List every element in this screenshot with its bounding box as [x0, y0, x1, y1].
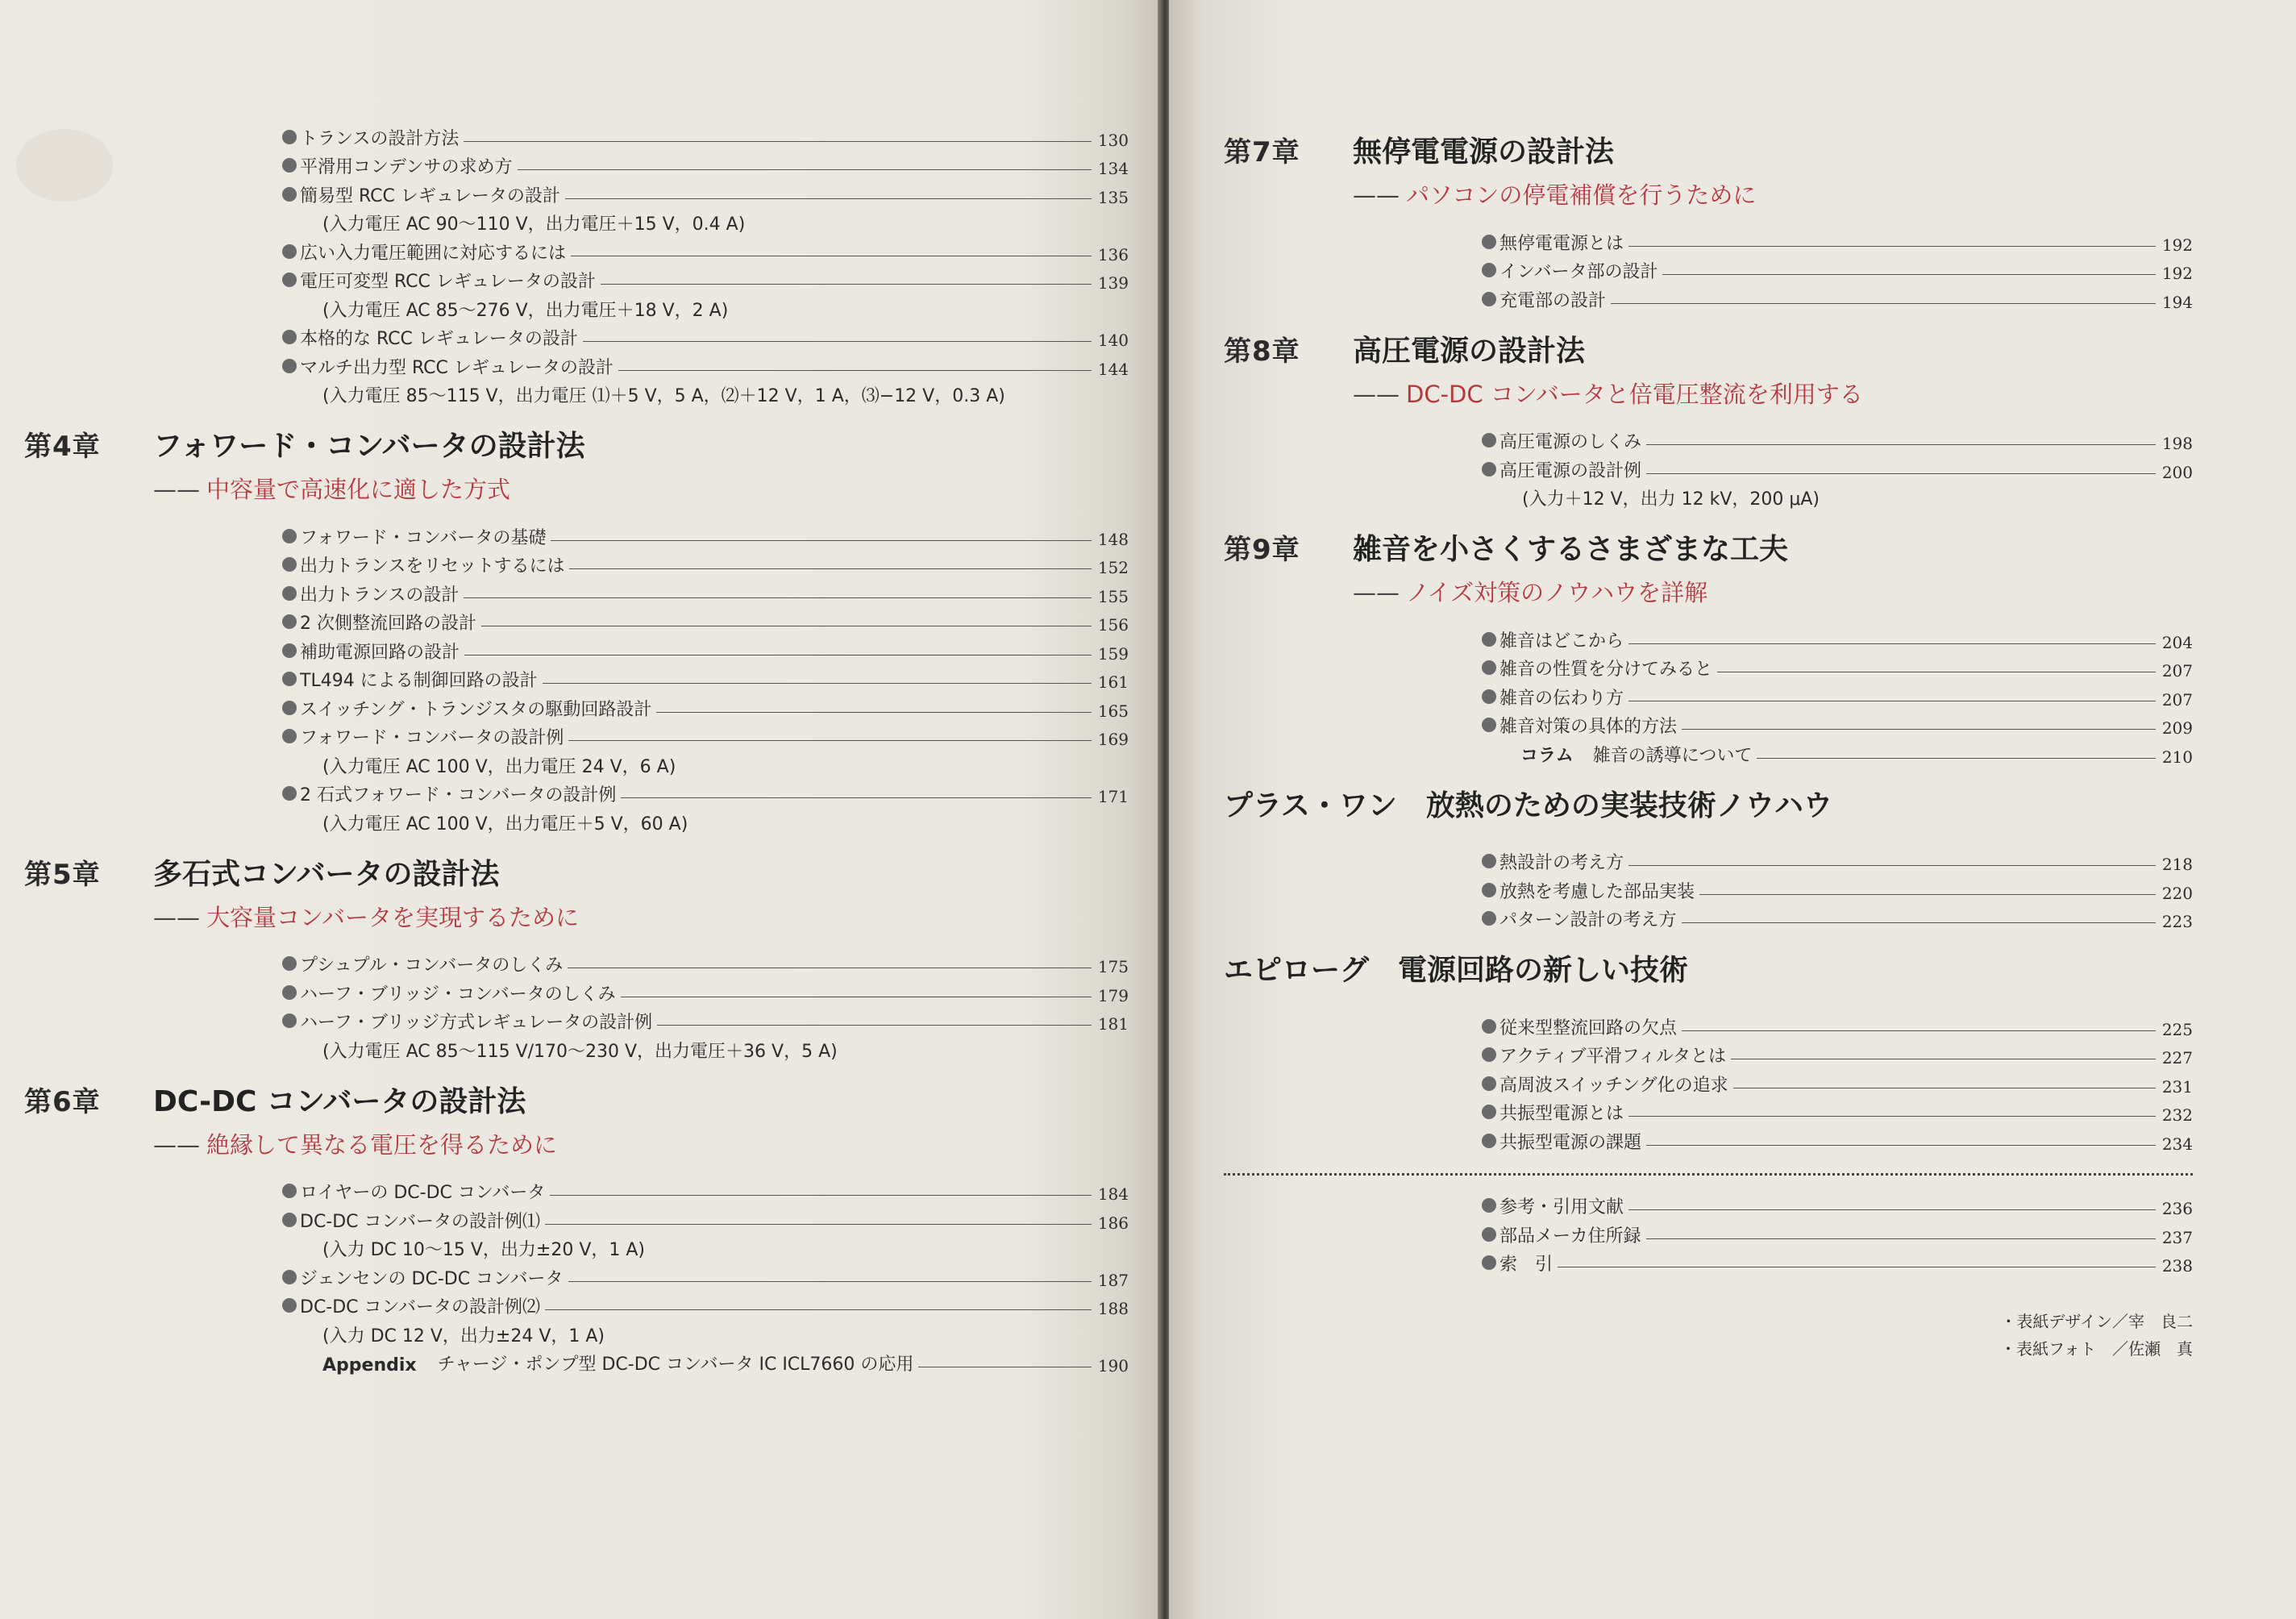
leader-line — [657, 1025, 1092, 1026]
entry-label: アクティブ平滑フィルタとは — [1499, 1047, 1726, 1067]
toc-entry[interactable] — [1482, 283, 2193, 312]
bullet-icon — [282, 672, 297, 686]
chapter-title: 無停電電源の設計法 — [1353, 135, 1615, 169]
bullet-icon — [1482, 1019, 1496, 1034]
column-entry[interactable] — [1482, 738, 2193, 767]
leader-line — [569, 568, 1092, 569]
entry-page: 165 — [1097, 701, 1129, 721]
chapter-section — [1224, 783, 2193, 932]
toc-entry[interactable] — [282, 520, 1129, 549]
bullet-icon — [282, 1270, 297, 1284]
subtitle-dash: —— — [1353, 380, 1400, 408]
chapter-subtitle — [1353, 177, 2193, 218]
leader-line — [518, 169, 1092, 170]
entry-label: ロイヤーの DC-DC コンバータ — [300, 1183, 546, 1203]
bullet-icon — [282, 187, 297, 202]
toc-entry[interactable] — [1482, 226, 2193, 255]
subtitle-dash: —— — [1353, 579, 1400, 606]
spec-line: (入力電圧 AC 100 V，出力電圧＋5 V，60 A) — [322, 814, 688, 834]
chapter-title: 高圧電源の設計法 — [1353, 334, 1586, 368]
appendix-entry[interactable] — [322, 1347, 1129, 1376]
column-tag: コラム — [1520, 745, 1574, 766]
spec-line: (入力＋12 V，出力 12 kV，200 μA) — [1522, 489, 1820, 510]
leader-line — [545, 1224, 1092, 1225]
leader-line — [1646, 1238, 2156, 1239]
bullet-icon — [1482, 689, 1496, 704]
bullet-icon — [282, 130, 297, 144]
leader-line — [621, 797, 1092, 798]
entry-label: 補助電源回路の設計 — [300, 642, 460, 663]
cover-credits — [1353, 1308, 2193, 1363]
entry-page: 237 — [2161, 1227, 2193, 1247]
chapter-title: フォワード・コンバータの設計法 — [153, 430, 585, 463]
entry-label: 本格的な RCC レギュレータの設計 — [300, 329, 578, 349]
entry-page: 186 — [1097, 1213, 1129, 1233]
leader-line — [583, 341, 1092, 342]
bullet-icon — [282, 956, 297, 971]
spec-line: (入力電圧 AC 85～276 V，出力電圧＋18 V，2 A) — [322, 300, 729, 321]
left-chapters — [24, 423, 1129, 1347]
leader-line — [1628, 1209, 2156, 1210]
chapter-title: DC-DC コンバータの設計法 — [153, 1084, 526, 1118]
toc-entry[interactable] — [282, 235, 1129, 264]
leader-line — [1646, 444, 2156, 445]
entry-label: 高周波スイッチング化の追求 — [1499, 1075, 1728, 1096]
leader-line — [1628, 643, 2156, 644]
bullet-icon — [282, 729, 297, 743]
entry-page: 194 — [2161, 292, 2193, 312]
toc-entry[interactable] — [282, 178, 1129, 207]
toc-entry[interactable] — [1482, 1218, 2193, 1247]
toc-entry[interactable] — [1482, 1125, 2193, 1154]
entry-label: 電圧可変型 RCC レギュレータの設計 — [300, 272, 596, 292]
entry-label: 熱設計の考え方 — [1499, 853, 1624, 873]
bullet-icon — [282, 643, 297, 658]
toc-entry[interactable] — [282, 692, 1129, 721]
entry-label: 雑音の伝わり方 — [1499, 688, 1624, 709]
spec-line: (入力電圧 85～115 V，出力電圧 ⑴＋5 V，5 A，⑵＋12 V，1 A，⑶−12 V，0.3 A) — [322, 386, 1005, 406]
subtitle-text: 絶縁して異なる電圧を得るために — [206, 1130, 558, 1159]
appendix-tag: Appendix — [322, 1355, 417, 1376]
right-toc — [1224, 113, 2193, 1363]
entry-page: 232 — [2161, 1105, 2193, 1125]
right-page — [1169, 0, 2296, 1619]
entry-label: 出力トランスをリセットするには — [300, 556, 565, 576]
subtitle-text: ノイズ対策のノウハウを詳解 — [1406, 579, 1708, 606]
entry-page: 204 — [2161, 632, 2193, 652]
toc-entry[interactable] — [282, 1005, 1129, 1034]
chapter-number: 第6章 — [24, 1085, 101, 1118]
subtitle-text: 中容量で高速化に適した方式 — [206, 476, 511, 503]
toc-entry[interactable] — [282, 1290, 1129, 1319]
appendix-page: 190 — [1097, 1356, 1129, 1376]
entry-label: 雑音対策の具体的方法 — [1499, 717, 1678, 737]
toc-entry[interactable] — [282, 1261, 1129, 1290]
toc-entry[interactable] — [282, 150, 1129, 179]
left-toc — [24, 121, 1129, 1376]
chapter-heading[interactable] — [1224, 129, 2193, 177]
entry-label: DC-DC コンバータの設計例⑵ — [300, 1297, 540, 1317]
chapter-subtitle — [153, 1127, 1129, 1167]
toc-entry[interactable] — [1482, 1068, 2193, 1097]
entry-label: トランスの設計方法 — [300, 128, 460, 149]
leader-line — [568, 740, 1092, 741]
entry-page: 188 — [1097, 1299, 1129, 1318]
toc-entry[interactable] — [1482, 623, 2193, 652]
back-matter-entries — [1353, 1190, 2193, 1276]
toc-entry[interactable] — [282, 549, 1129, 578]
toc-entry[interactable] — [1482, 903, 2193, 932]
entry-page: 184 — [1097, 1184, 1129, 1204]
leader-line — [1699, 894, 2156, 895]
chapter-section — [24, 851, 1129, 1063]
entry-page: 238 — [2161, 1256, 2193, 1276]
entry-label: 広い入力電圧範囲に対応するには — [300, 243, 567, 264]
bullet-icon — [1482, 292, 1496, 306]
chapter-subtitle — [153, 900, 1129, 940]
column-label: 雑音の誘導について — [1592, 745, 1753, 766]
leader-line — [1611, 303, 2156, 304]
entry-page: 192 — [2161, 264, 2193, 283]
toc-entry[interactable] — [282, 1204, 1129, 1233]
leader-line — [1628, 1116, 2156, 1117]
bullet-icon — [1482, 1047, 1496, 1062]
chapter-heading[interactable] — [1224, 947, 2193, 996]
leader-line — [545, 1309, 1092, 1310]
entry-page: 231 — [2161, 1076, 2193, 1097]
chapter-title: プラス・ワン 放熱のための実装技術ノウハウ — [1224, 789, 1832, 822]
leader-line — [464, 141, 1092, 142]
toc-entry[interactable] — [282, 322, 1129, 351]
credit-photo: ・表紙フォト ／佐瀬 真 — [2000, 1339, 2193, 1359]
left-top-entries — [153, 121, 1129, 407]
entry-page: 220 — [2161, 883, 2193, 903]
bullet-icon — [282, 586, 297, 601]
leader-line — [601, 284, 1092, 285]
toc-entry[interactable] — [1482, 1097, 2193, 1126]
entry-page: 155 — [1097, 586, 1129, 606]
toc-entry[interactable] — [282, 976, 1129, 1005]
leader-line — [1757, 758, 2156, 759]
bullet-icon — [282, 557, 297, 572]
chapter-section — [1224, 526, 2193, 767]
bullet-icon — [282, 1213, 297, 1227]
entry-label: 2 次側整流回路の設計 — [300, 614, 476, 634]
toc-entry[interactable] — [1482, 453, 2193, 482]
toc-entry[interactable] — [282, 121, 1129, 150]
entry-label: 雑音はどこから — [1499, 631, 1624, 651]
entry-page: 200 — [2161, 462, 2193, 482]
entry-label: 高圧電源のしくみ — [1499, 432, 1642, 452]
subtitle-dash: —— — [153, 476, 200, 503]
leader-line — [1682, 922, 2156, 923]
entry-page: 135 — [1097, 187, 1129, 207]
entry-page: 169 — [1097, 730, 1129, 749]
entry-page: 139 — [1097, 273, 1129, 293]
subtitle-text: パソコンの停電補償を行うために — [1406, 181, 1757, 209]
entry-label: 共振型電源の課題 — [1499, 1132, 1642, 1153]
entry-page: 223 — [2161, 912, 2193, 931]
toc-entry[interactable] — [282, 778, 1129, 807]
toc-entry[interactable] — [1482, 846, 2193, 875]
toc-entry[interactable] — [282, 948, 1129, 977]
spec-line: (入力 DC 10～15 V，出力±20 V，1 A) — [322, 1240, 645, 1260]
bullet-icon — [282, 985, 297, 1000]
chapter-section — [1224, 947, 2193, 1154]
entry-page: 187 — [1097, 1270, 1129, 1290]
entry-label: プシュプル・コンバータのしくみ — [300, 955, 564, 976]
toc-entry[interactable] — [282, 350, 1129, 379]
toc-entry[interactable] — [282, 1176, 1129, 1205]
entry-page: 236 — [2161, 1199, 2193, 1218]
entry-page: 171 — [1097, 787, 1129, 806]
chapter-number: 第4章 — [24, 431, 101, 463]
chapter-heading[interactable] — [1224, 526, 2193, 575]
bullet-icon — [1482, 235, 1496, 249]
toc-entry[interactable] — [282, 664, 1129, 693]
entry-label: 2 石式フォワード・コンバータの設計例 — [300, 785, 617, 805]
spec-line: (入力 DC 12 V，出力±24 V，1 A) — [322, 1326, 605, 1346]
toc-entry[interactable] — [1482, 1039, 2193, 1068]
leader-line — [1628, 246, 2156, 247]
bullet-icon — [282, 1298, 297, 1313]
entry-label: インバータ部の設計 — [1499, 262, 1658, 282]
entry-page: 148 — [1097, 529, 1129, 549]
chapter-heading[interactable] — [24, 851, 1129, 900]
right-chapters — [1224, 129, 2193, 1154]
spec-line: (入力電圧 AC 85～115 V/170～230 V，出力電圧＋36 V，5 A) — [322, 1041, 838, 1062]
toc-entry[interactable] — [282, 577, 1129, 606]
entry-page: 234 — [2161, 1134, 2193, 1154]
chapter-number: 第9章 — [1224, 534, 1300, 566]
chapter-heading[interactable] — [1224, 783, 2193, 831]
entry-label: ハーフ・ブリッジ方式レギュレータの設計例 — [300, 1013, 653, 1033]
bullet-icon — [282, 244, 297, 259]
toc-entry[interactable] — [1482, 874, 2193, 903]
bullet-icon — [282, 158, 297, 173]
entry-page: 181 — [1097, 1014, 1129, 1034]
bullet-icon — [1482, 263, 1496, 277]
entry-page: 159 — [1097, 643, 1129, 664]
entry-page: 179 — [1097, 985, 1129, 1005]
leader-line — [618, 370, 1092, 371]
entry-label: 共振型電源とは — [1499, 1104, 1624, 1124]
entry-page: 140 — [1097, 331, 1129, 350]
chapter-title: エピローグ 電源回路の新しい技術 — [1224, 954, 1689, 987]
entry-page: 156 — [1097, 615, 1129, 635]
bullet-icon — [282, 330, 297, 344]
chapter-section — [1224, 328, 2193, 511]
leader-line — [565, 198, 1092, 199]
chapter-subtitle — [1353, 575, 2193, 615]
credit-design: ・表紙デザイン／宰 良二 — [2000, 1312, 2193, 1331]
chapter-heading[interactable] — [24, 1079, 1129, 1127]
dotted-divider — [1224, 1173, 2193, 1176]
leader-line — [1662, 274, 2156, 275]
chapter-number: 第5章 — [24, 858, 101, 891]
chapter-subtitle — [153, 472, 1129, 512]
entry-page: 198 — [2161, 434, 2193, 453]
entry-label: ハーフ・ブリッジ・コンバータのしくみ — [300, 984, 616, 1005]
entry-page: 152 — [1097, 558, 1129, 577]
leader-line — [551, 540, 1092, 541]
subtitle-dash: —— — [153, 1130, 200, 1159]
entry-label: 簡易型 RCC レギュレータの設計 — [300, 185, 560, 206]
toc-entry[interactable] — [1482, 1010, 2193, 1039]
entry-page: 192 — [2161, 235, 2193, 255]
entry-label: パターン設計の考え方 — [1499, 910, 1677, 930]
chapter-number: 第7章 — [1224, 136, 1300, 169]
leader-line — [464, 597, 1092, 598]
leader-line — [550, 1195, 1092, 1196]
toc-entry[interactable] — [282, 606, 1129, 635]
entry-label: スイッチング・トランジスタの駆動回路設計 — [300, 699, 652, 720]
entry-label: 参考・引用文献 — [1499, 1197, 1624, 1217]
entry-page: 175 — [1097, 957, 1129, 976]
chapter-number: 第8章 — [1224, 335, 1300, 368]
bullet-icon — [1482, 1198, 1496, 1213]
leader-line — [1682, 729, 2156, 730]
leader-line — [1682, 1030, 2156, 1031]
entry-page: 218 — [2161, 855, 2193, 874]
subtitle-dash: —— — [1353, 181, 1400, 209]
bullet-icon — [282, 701, 297, 715]
bullet-icon — [1482, 632, 1496, 647]
subtitle-text: DC-DC コンバータと倍電圧整流を利用する — [1406, 380, 1863, 408]
leader-line — [543, 683, 1092, 684]
bullet-icon — [282, 273, 297, 287]
bullet-icon — [282, 1184, 297, 1198]
bullet-icon — [282, 786, 297, 801]
entry-label: フォワード・コンバータの基礎 — [300, 527, 547, 548]
toc-entry[interactable] — [1482, 652, 2193, 681]
leader-line — [464, 655, 1092, 656]
bullet-icon — [1482, 1227, 1496, 1242]
bullet-icon — [1482, 718, 1496, 732]
entry-label: ジェンセンの DC-DC コンバータ — [300, 1268, 564, 1289]
entry-label: 従来型整流回路の欠点 — [1499, 1018, 1678, 1038]
entry-page: 207 — [2161, 689, 2193, 710]
toc-entry[interactable] — [1482, 680, 2193, 710]
entry-label: TL494 による制御回路の設計 — [300, 671, 538, 691]
entry-label: フォワード・コンバータの設計例 — [300, 728, 564, 748]
spec-line: (入力電圧 AC 90～110 V，出力電圧＋15 V，0.4 A) — [322, 214, 746, 235]
toc-entry[interactable] — [282, 264, 1129, 293]
spec-line: (入力電圧 AC 100 V，出力電圧 24 V，6 A) — [322, 756, 676, 777]
entry-label: 放熱を考慮した部品実装 — [1499, 881, 1695, 902]
entry-label: 索 引 — [1499, 1255, 1554, 1275]
entry-label: 無停電電源とは — [1499, 233, 1624, 254]
entry-page: 136 — [1097, 244, 1129, 264]
chapter-section — [24, 1079, 1129, 1347]
bullet-icon — [1482, 883, 1496, 897]
appendix-label: チャージ・ポンプ型 DC-DC コンバータ IC ICL7660 の応用 — [437, 1355, 914, 1375]
bullet-icon — [1482, 911, 1496, 926]
toc-entry[interactable] — [1482, 1190, 2193, 1219]
bullet-icon — [282, 359, 297, 373]
chapter-subtitle — [1353, 377, 2193, 417]
bullet-icon — [1482, 660, 1496, 675]
entry-label: 高圧電源の設計例 — [1499, 460, 1642, 481]
subtitle-dash: —— — [153, 903, 200, 931]
entry-page: 227 — [2161, 1048, 2193, 1068]
entry-page: 134 — [1097, 159, 1129, 178]
entry-label: 部品メーカ住所録 — [1499, 1226, 1641, 1247]
entry-page: 161 — [1097, 672, 1129, 692]
page-stain — [16, 129, 113, 202]
entry-page: 209 — [2161, 718, 2193, 738]
chapter-section — [1224, 129, 2193, 312]
toc-entry[interactable] — [282, 635, 1129, 664]
entry-label: マルチ出力型 RCC レギュレータの設計 — [300, 357, 614, 378]
chapter-section — [24, 423, 1129, 835]
entry-page: 144 — [1097, 359, 1129, 379]
entry-page: 130 — [1097, 130, 1129, 150]
entry-page: 225 — [2161, 1019, 2193, 1039]
column-page: 210 — [2161, 747, 2193, 767]
entry-label: 出力トランスの設計 — [300, 585, 460, 606]
bullet-icon — [1482, 854, 1496, 868]
leader-line — [1646, 473, 2156, 474]
toc-entry[interactable] — [1482, 425, 2193, 454]
bullet-icon — [1482, 1105, 1496, 1119]
subtitle-text: 大容量コンバータを実現するために — [206, 903, 579, 931]
leader-line — [1646, 1145, 2156, 1146]
bullet-icon — [282, 529, 297, 543]
entry-label: DC-DC コンバータの設計例⑴ — [300, 1211, 540, 1232]
leader-line — [568, 1281, 1092, 1282]
entry-label: 充電部の設計 — [1499, 290, 1607, 311]
chapter-heading[interactable] — [24, 423, 1129, 472]
entry-label: 平滑用コンデンサの求め方 — [300, 157, 513, 177]
toc-entry[interactable] — [282, 721, 1129, 750]
toc-entry[interactable] — [1482, 710, 2193, 739]
bullet-icon — [282, 1013, 297, 1028]
toc-entry[interactable] — [1482, 255, 2193, 284]
chapter-title: 雑音を小さくするさまざまな工夫 — [1353, 533, 1789, 566]
leader-line — [656, 712, 1092, 713]
spacer — [1353, 996, 2193, 1010]
chapter-title: 多石式コンバータの設計法 — [153, 857, 500, 891]
bullet-icon — [1482, 1076, 1496, 1091]
entry-label: 雑音の性質を分けてみると — [1499, 660, 1713, 680]
bullet-icon — [282, 614, 297, 629]
chapter-heading[interactable] — [1224, 328, 2193, 377]
entry-page: 207 — [2161, 661, 2193, 680]
spacer — [1353, 831, 2193, 846]
bullet-icon — [1482, 462, 1496, 477]
bullet-icon — [1482, 1134, 1496, 1148]
leader-line — [1628, 865, 2156, 866]
toc-entry[interactable] — [1482, 1247, 2193, 1276]
bullet-icon — [1482, 433, 1496, 447]
bullet-icon — [1482, 1255, 1496, 1270]
